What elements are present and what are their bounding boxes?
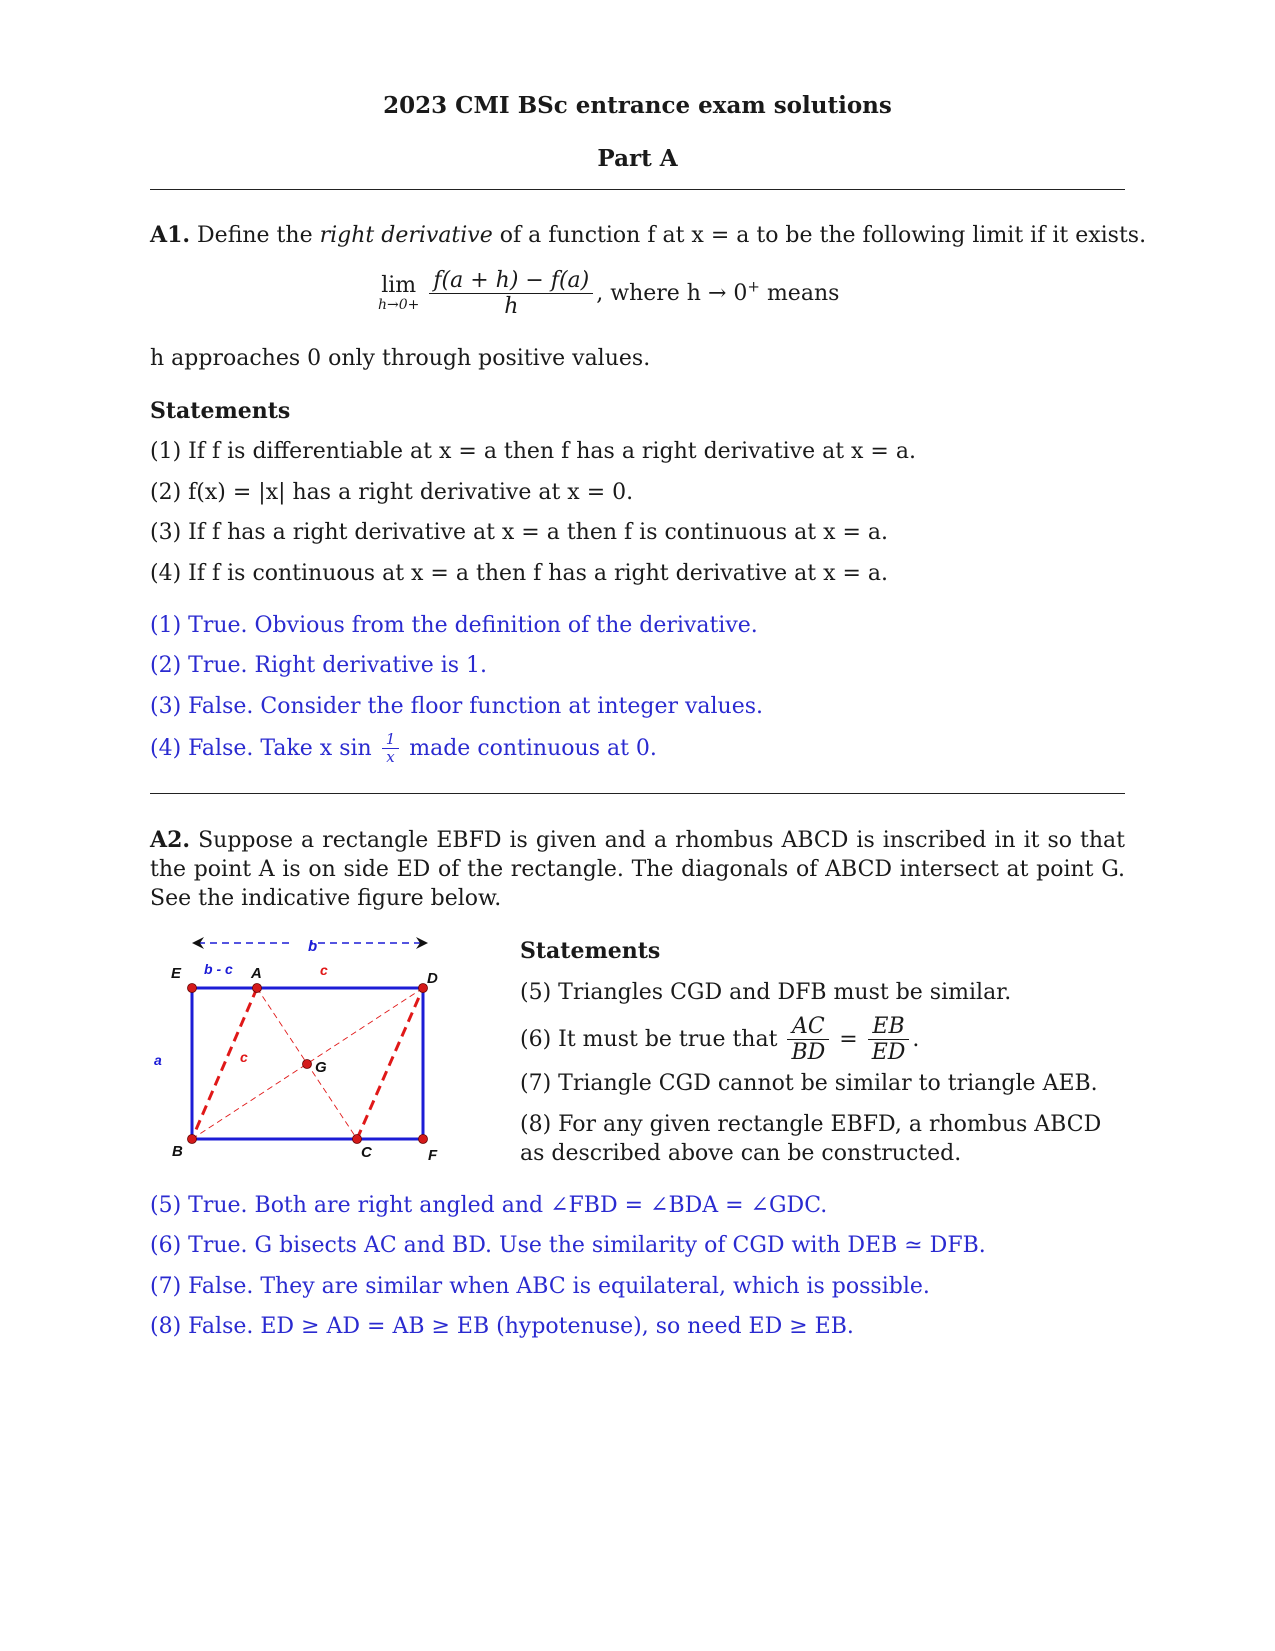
fraction-ac: AC <box>787 1014 829 1040</box>
b-label-bg <box>290 932 310 952</box>
label-g: G <box>315 1059 327 1076</box>
statement-4: (4) If f is continuous at x = a then f has a right derivative at x = a. <box>150 561 889 586</box>
label-a-side: a <box>154 1052 162 1068</box>
answer-2: (2) True. Right derivative is 1. <box>150 653 488 678</box>
formula-superscript: + <box>747 277 760 296</box>
divider-top <box>150 189 1125 190</box>
point-c <box>353 1135 362 1144</box>
point-a <box>253 984 262 993</box>
answer-1: (1) True. Obvious from the definition of the derivative. <box>150 613 758 638</box>
part-heading: Part A <box>597 145 678 172</box>
fraction-eb-ed <box>868 1014 910 1066</box>
fraction-eb: EB <box>868 1014 910 1040</box>
statement-5: (5) Triangles CGD and DFB must be similar. <box>520 980 1012 1005</box>
a2-statements-heading: Statements <box>520 938 661 964</box>
label-b-point: B <box>172 1143 183 1160</box>
point-g <box>303 1060 312 1069</box>
point-f <box>419 1135 428 1144</box>
statement-1: (1) If f is differentiable at x = a then f has a right derivative at x = a. <box>150 439 916 464</box>
fraction-ac-bd <box>787 1014 829 1066</box>
answer-4-pre: (4) False. Take x sin <box>150 735 372 761</box>
answer-4-post: made continuous at 0. <box>409 735 657 761</box>
a1-continuation: h approaches 0 only through positive values. <box>150 346 651 371</box>
label-c-left: c <box>240 1049 248 1065</box>
label-d: D <box>427 970 438 987</box>
formula-tail: , where h → 0 <box>596 280 748 306</box>
a1-limit-formula <box>378 268 839 320</box>
fraction-bd: BD <box>791 1040 826 1066</box>
answer-4-fraction-den: x <box>386 748 395 767</box>
difference-quotient <box>429 268 593 320</box>
label-f: F <box>428 1147 438 1164</box>
a1-intro <box>150 222 1146 248</box>
limit-operator <box>378 274 419 314</box>
quotient-numerator: f(a + h) − f(a) <box>429 268 593 294</box>
quotient-denominator: h <box>504 294 519 320</box>
point-e <box>188 984 197 993</box>
statement-2: (2) f(x) = |x| has a right derivative at x = 0. <box>150 480 634 505</box>
rectangle-rhombus-figure <box>150 928 460 1168</box>
a1-statements-heading: Statements <box>150 398 291 424</box>
a2-problem-text <box>150 826 1125 913</box>
answer-4-fraction <box>382 731 400 767</box>
a1-label: A1. <box>150 222 191 248</box>
page-title: 2023 CMI BSc entrance exam solutions <box>383 92 892 119</box>
statement-8-line2: as described above can be constructed. <box>520 1141 962 1166</box>
answer-7: (7) False. They are similar when ABC is equilateral, which is possible. <box>150 1274 930 1299</box>
fraction-ed: ED <box>871 1040 906 1066</box>
rhombus-side-cd <box>357 988 423 1139</box>
statement-6 <box>520 1014 919 1066</box>
a1-intro-part1: Define the <box>197 223 320 248</box>
answer-3: (3) False. Consider the floor function at integer values. <box>150 694 764 719</box>
a2-label: A2. <box>150 827 191 853</box>
answer-4-fraction-num: 1 <box>382 731 400 749</box>
label-c-top: c <box>320 962 328 978</box>
statement-6-end: . <box>912 1026 920 1052</box>
divider-middle <box>150 793 1125 794</box>
statement-6-pre: (6) It must be true that <box>520 1026 778 1052</box>
limit-word: lim <box>381 273 417 298</box>
label-b-minus-c: b - c <box>204 961 233 977</box>
answer-4 <box>150 731 657 767</box>
answer-6: (6) True. G bisects AC and BD. Use the similarity of CGD with DEB ≃ DFB. <box>150 1233 986 1258</box>
limit-subscript: h→0+ <box>378 297 420 314</box>
answer-8: (8) False. ED ≥ AD = AB ≥ EB (hypotenuse), so need ED ≥ EB. <box>150 1314 854 1339</box>
label-e: E <box>171 965 182 982</box>
statement-8-line1: (8) For any given rectangle EBFD, a rhombus ABCD <box>520 1112 1102 1137</box>
statement-3: (3) If f has a right derivative at x = a then f is continuous at x = a. <box>150 520 889 545</box>
formula-end: means <box>759 280 840 306</box>
equals-sign: = <box>839 1026 858 1052</box>
point-b <box>188 1135 197 1144</box>
label-c: C <box>361 1144 372 1161</box>
label-b: b <box>308 938 318 955</box>
statement-7: (7) Triangle CGD cannot be similar to triangle AEB. <box>520 1071 1098 1096</box>
answer-5: (5) True. Both are right angled and ∠FBD = ∠BDA = ∠GDC. <box>150 1193 828 1218</box>
a2-text: Suppose a rectangle EBFD is given and a rhombus ABCD is inscribed in it so that the point A is on side ED of the rectangle. The diagonals of ABCD intersect at point G. See the indicative figure below. <box>150 828 1125 911</box>
a1-intro-emphasis: right derivative <box>319 223 493 248</box>
label-a: A <box>251 965 262 982</box>
a1-intro-part2: of a function f at x = a to be the following limit if it exists. <box>492 223 1147 248</box>
